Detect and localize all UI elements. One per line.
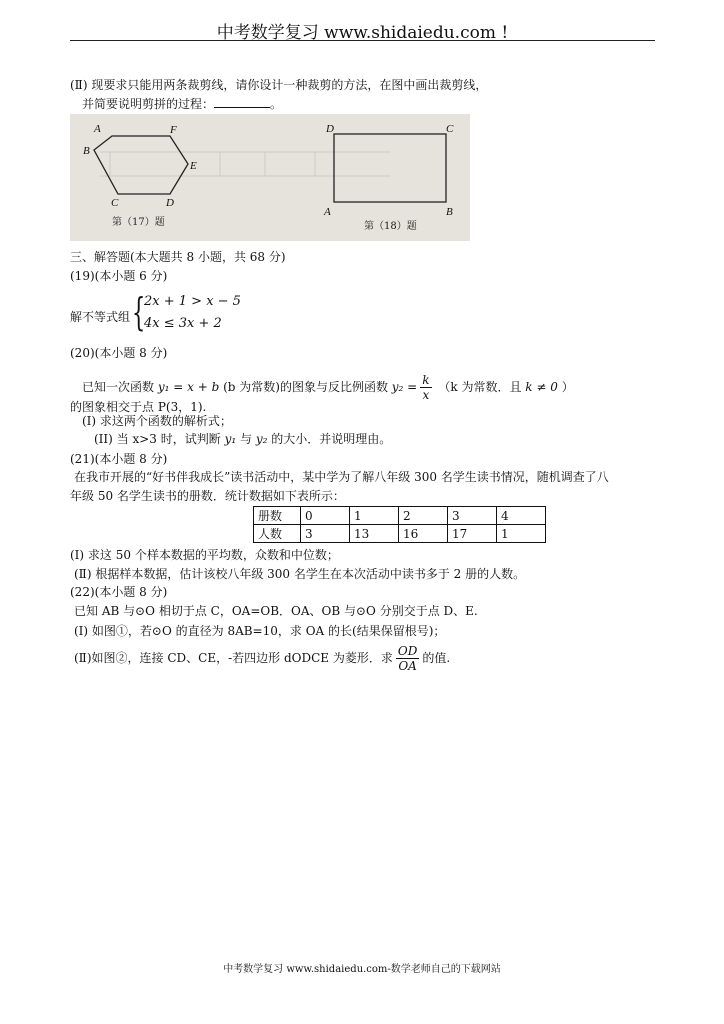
- q22-part2-a: (Ⅱ)如图②，连接 CD、CE，-若四边形 dODCE 为菱形．求: [74, 651, 393, 665]
- brace-glyph: {: [132, 290, 146, 334]
- q20-text-g: ）: [561, 380, 574, 394]
- q22-part2-b: 的值.: [422, 651, 451, 665]
- hexagon-shape: [94, 136, 188, 194]
- q18-part2-line1: (Ⅱ) 现要求只能用两条裁剪线，请你设计一种裁剪的方法，在图中画出裁剪线，: [70, 78, 488, 92]
- q19-inequality-1: 2x + 1 > x − 5: [144, 294, 241, 309]
- page-header: 中考数学复习 www.shidaiedu.com !: [216, 23, 509, 43]
- q21-text1: 在我市开展的“好书伴我成长”读书活动中，某中学为了解八年级 300 名学生读书情况，随机调查了八: [74, 470, 609, 484]
- figure-panel: [70, 114, 470, 241]
- q19-head: (19)(本小题 6 分): [70, 269, 168, 283]
- rect-label-a: A: [324, 206, 331, 218]
- table-row: [254, 525, 546, 543]
- q22-fraction: [396, 644, 419, 673]
- table-cell: 3: [448, 507, 497, 525]
- table-cell: 2: [399, 507, 448, 525]
- q20-part2-c: 与: [240, 432, 253, 446]
- scan-background-grid: [100, 152, 390, 176]
- table-cell: 0: [301, 507, 350, 525]
- q18-part2-line2-suffix: 。: [270, 97, 283, 111]
- hexagon-label-d: D: [166, 197, 174, 209]
- rect-label-d: D: [326, 123, 334, 135]
- q20-linear-fn: y₁ = x + b: [157, 380, 220, 394]
- q20-line1: [82, 372, 574, 402]
- q19-label: 解不等式组: [70, 310, 131, 324]
- figure-drawing: [70, 114, 470, 241]
- q20-part1: (I) 求这两个函数的解析式；: [82, 414, 232, 428]
- q20-k-condition: k ≠ 0: [525, 380, 558, 394]
- hexagon-caption: 第（17）题: [112, 217, 165, 228]
- q21-part2: (Ⅱ) 根据样本数据，估计该校八年级 300 名学生在本次活动中读书多于 2 册的人数。: [74, 567, 526, 581]
- table-cell: 4: [497, 507, 546, 525]
- q20-text-c: (b 为常数)的图象与反比例函数: [223, 380, 388, 394]
- hexagon-label-c: C: [111, 197, 119, 209]
- q20-part2-a: (II) 当 x>3 时，试判断: [94, 432, 221, 446]
- q20-inverse-fn: y₂ =: [391, 380, 418, 394]
- q20-frac-num: k: [422, 373, 430, 387]
- table-cell: 册数: [254, 507, 301, 525]
- q22-head: (22)(本小题 8 分): [70, 585, 168, 599]
- q20-head: (20)(本小题 8 分): [70, 346, 168, 360]
- q20-part2-y2: y₂: [255, 432, 268, 446]
- table-cell: 17: [448, 525, 497, 543]
- table-cell: 人数: [254, 525, 301, 543]
- q19-inequality-2: 4x ≤ 3x + 2: [144, 316, 222, 331]
- table-cell: 1: [350, 507, 399, 525]
- page-footer: 中考数学复习 www.shidaiedu.com-数学老师自己的下载网站: [223, 964, 501, 975]
- table-cell: 13: [350, 525, 399, 543]
- hexagon-label-f: F: [170, 124, 177, 136]
- rectangle-shape: [334, 134, 446, 202]
- q20-text-a: 已知一次函数: [82, 380, 155, 394]
- q22-part1: (Ⅰ) 如图①，若⊙O 的直径为 8AB=10，求 OA 的长(结果保留根号)；: [74, 624, 446, 638]
- rect-label-c: C: [446, 123, 454, 135]
- q22-frac-den: OA: [398, 659, 417, 673]
- section3-title: 三、解答题(本大题共 8 小题，共 68 分): [70, 250, 286, 264]
- answer-blank: [214, 97, 270, 108]
- q20-frac-den: x: [422, 388, 430, 402]
- hexagon-label-e: E: [190, 160, 197, 172]
- q21-part1: (Ⅰ) 求这 50 个样本数据的平均数，众数和中位数；: [70, 548, 339, 562]
- q18-part2-line2-prefix: 并简要说明剪拼的过程：: [82, 97, 215, 111]
- rect-caption: 第（18）题: [364, 221, 417, 232]
- q22-text1: 已知 AB 与⊙O 相切于点 C，OA=OB．OA、OB 与⊙O 分别交于点 D、E.: [74, 604, 478, 618]
- q20-line2: 的图象相交于点 P(3，1).: [70, 400, 207, 414]
- rect-label-b: B: [446, 206, 453, 218]
- q21-head: (21)(本小题 8 分): [70, 452, 168, 466]
- table-row: [254, 507, 546, 525]
- q18-part2-line2: [82, 97, 282, 111]
- table-cell: 3: [301, 525, 350, 543]
- q20-part2: [94, 432, 391, 446]
- q22-part2: [74, 643, 450, 673]
- q20-fraction: [420, 373, 431, 402]
- table-cell: 16: [399, 525, 448, 543]
- table-cell: 1: [497, 525, 546, 543]
- header-rule: [70, 40, 655, 41]
- q21-data-table: [253, 506, 546, 543]
- q20-text-e: （k 为常数．且: [438, 380, 522, 394]
- q21-text2: 年级 50 名学生读书的册数．统计数据如下表所示：: [70, 489, 345, 503]
- q20-part2-y1: y₁: [224, 432, 237, 446]
- hexagon-label-a: A: [94, 123, 101, 135]
- q22-frac-num: OD: [397, 644, 418, 658]
- hexagon-label-b: B: [83, 145, 90, 157]
- q20-part2-e: 的大小．并说明理由。: [271, 432, 392, 446]
